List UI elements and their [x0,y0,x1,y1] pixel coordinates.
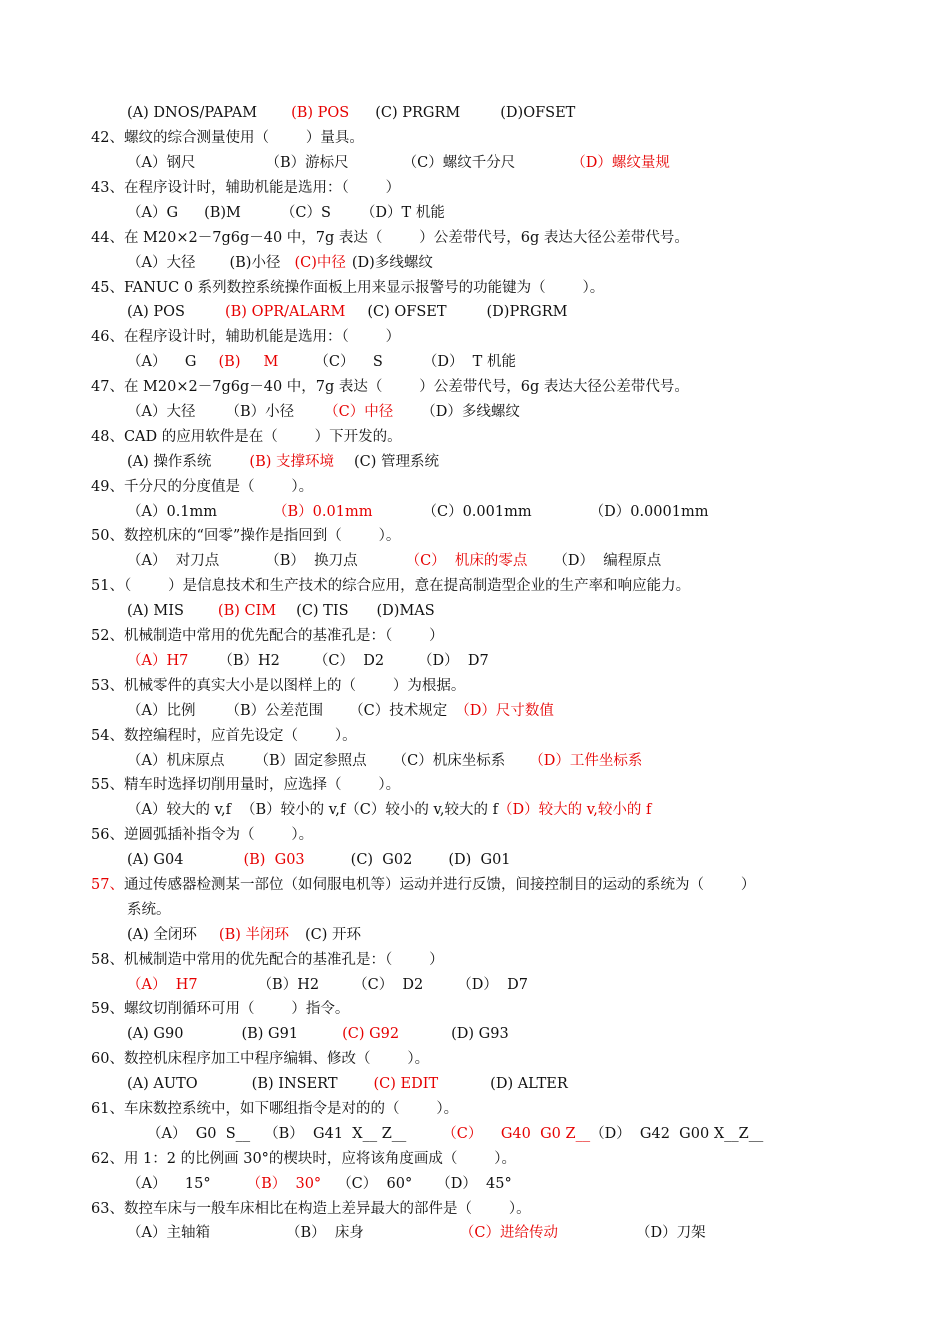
answer-text: (C) G92 [342,1026,400,1042]
question-line [91,327,400,347]
options-line [127,502,708,522]
question-line [91,228,689,248]
question-line [91,676,465,696]
option-text: （B） G41 X__ Z__ [264,1126,407,1142]
option-text: （A） G [127,354,197,370]
question-text: 44、在 M20×2－7g6g－40 中，7g 表达（ ）公差带代号，6g 表达大径公差带代号。 [91,230,689,246]
option-text: (D)多线螺纹 [351,255,433,271]
option-text: （B）游标尺 [265,155,349,171]
option-text: （A） 15° [127,1176,211,1192]
option-text: （B）固定参照点 [254,753,367,769]
option-text: (B) G91 [241,1026,299,1042]
options-line [127,203,445,223]
question-text: 45、FANUC 0 系列数控系统操作面板上用来显示报警号的功能键为（ ）。 [91,280,605,296]
option-text: （B）公差范围 [225,703,324,719]
question-text: 56、逆圆弧插补指令为（ ）。 [91,827,314,843]
option-text: (B) INSERT [251,1076,338,1092]
answer-text: (B) M [218,354,279,370]
option-text: （B）H2 [218,653,280,669]
option-text: (A) POS [127,304,185,320]
answer-text: （B）0.01mm [273,504,373,520]
question-line [91,427,402,447]
option-text: （B）H2 [257,977,320,993]
option-text: （B）较小的 v,f [241,802,346,818]
options-line [127,1174,512,1194]
answer-text: （B） 30° [246,1176,322,1192]
question-line [91,526,400,546]
option-text: (B)M [204,205,241,221]
options-line [127,1223,706,1243]
option-text: (A) 全闭环 [127,927,197,943]
question-text: 53、机械零件的真实大小是以图样上的（ ）为根据。 [91,678,466,694]
question-text: 62、用 1：2 的比例画 30°的楔块时，应将该角度画成（ ）。 [91,1151,517,1167]
options-line [127,1074,568,1094]
question-text: 通过传感器检测某一部位（如伺服电机等）运动并进行反馈，间接控制目的运动的系统为（ ） [123,877,756,893]
question-line [91,576,690,596]
answer-text: （C） 机床的零点 [405,553,528,569]
option-text: （D）刀架 [635,1225,706,1241]
answer-text: 57、 [91,877,124,893]
option-text: （D）T 机能 [360,205,445,221]
question-line [91,1149,516,1169]
options-line [127,601,435,621]
option-text: （A）钢尺 [127,155,196,171]
option-text: （C）机床坐标系 [392,753,506,769]
option-text: （D） T 机能 [422,354,516,370]
question-text: 46、在程序设计时，辅助机能是选用：（ ） [91,329,401,345]
option-text: (D) G01 [448,852,511,868]
option-text: （A）0.1mm [127,504,218,520]
question-text: 59、螺纹切削循环可用（ ）指令。 [91,1001,350,1017]
option-text: (A) AUTO [127,1076,198,1092]
options-line [127,352,516,372]
option-text: (D)MAS [376,603,435,619]
option-text: （A）大径 [127,255,196,271]
option-text: （C）较小的 v,较大的 f [345,802,499,818]
option-text: （A）机床原点 [127,753,225,769]
answer-text: （A）H7 [127,653,189,669]
option-text: （C）0.001mm [422,504,532,520]
question-text: 50、数控机床的“回零”操作是指回到（ ）。 [91,528,401,544]
options-line [127,900,171,920]
option-text: (A) G90 [127,1026,184,1042]
question-line [91,775,400,795]
question-text: 60、数控机床程序加工中程序编辑、修改（ ）。 [91,1051,430,1067]
option-text: （C） D2 [313,653,385,669]
option-text: (A) 操作系统 [127,454,212,470]
option-text: (C) G02 [350,852,413,868]
question-text: 51、（ ）是信息技术和生产技术的综合应用，意在提高制造型企业的生产率和响应能力。 [91,578,691,594]
question-line [91,999,349,1019]
option-text: （A）G [127,205,179,221]
answer-text: （D）尺寸数值 [455,703,554,719]
option-text: （C） 60° [337,1176,413,1192]
option-text: （D） D7 [457,977,528,993]
options-line [127,850,511,870]
answer-text: (B) G03 [243,852,305,868]
question-text: 52、机械制造中常用的优先配合的基准孔是：（ ） [91,628,444,644]
option-text: (D) ALTER [490,1076,568,1092]
question-line [91,377,689,397]
option-text: （D） G42 G00 X__Z__ [590,1126,764,1142]
option-text: (A) MIS [127,603,184,619]
options-line [127,551,661,571]
answer-text: （C）进给传动 [459,1225,558,1241]
option-text: (D)OFSET [500,105,576,121]
answer-text: (C)中径 [294,255,346,271]
answer-text: (B) CIM [217,603,277,619]
option-text: （D）0.0001mm [589,504,709,520]
option-text: (A) G04 [127,852,184,868]
option-text: （C）技术规定 [349,703,448,719]
option-text: （B） 换刀点 [265,553,358,569]
option-text: 系统。 [127,902,171,918]
question-text: 54、数控编程时，应首先设定（ ）。 [91,728,357,744]
option-text: （C） D2 [353,977,424,993]
option-text: （C）螺纹千分尺 [402,155,516,171]
option-text: (D)PRGRM [486,304,568,320]
options-line [127,800,651,820]
answer-text: （D）较大的 v,较小的 f [498,802,652,818]
options-line [127,452,439,472]
question-text: 63、数控车床与一般车床相比在构造上差异最大的部件是（ ）。 [91,1201,531,1217]
option-text: （D） D7 [418,653,489,669]
question-text: 61、车床数控系统中，如下哪组指令是对的的（ ）。 [91,1101,459,1117]
option-text: (B)小径 [229,255,281,271]
options-line [127,975,528,995]
answer-text: (C) EDIT [373,1076,439,1092]
answer-text: （C） G40 G0 Z__ [442,1126,591,1142]
question-text: 42、螺纹的综合测量使用（ ）量具。 [91,130,364,146]
options-line [127,651,489,671]
options-line [127,925,361,945]
option-text: （A）主轴箱 [127,1225,210,1241]
options-line [127,253,433,273]
answer-text: (B) OPR/ALARM [224,304,346,320]
question-line [91,726,357,746]
answer-text: （D）工件坐标系 [529,753,643,769]
options-line [127,153,670,173]
question-line [91,1049,429,1069]
question-line [91,825,313,845]
question-text: 58、机械制造中常用的优先配合的基准孔是：（ ） [91,952,444,968]
question-line [91,477,313,497]
option-text: （A）较大的 v,f [127,802,232,818]
options-line [127,751,642,771]
answer-text: （A） H7 [127,977,198,993]
question-text: 55、精车时选择切削用量时，应选择（ ）。 [91,777,401,793]
option-text: （A） G0 S__ [147,1126,251,1142]
option-text: （D） 45° [436,1176,512,1192]
option-text: （A）比例 [127,703,196,719]
option-text: （A） 对刀点 [127,553,220,569]
question-line [91,626,444,646]
options-line [147,1124,763,1144]
option-text: (C) 管理系统 [354,454,440,470]
option-text: (C) TIS [296,603,349,619]
answer-text: (B) 支撑环境 [249,454,334,470]
option-text: (C) OFSET [367,304,447,320]
question-text: 47、在 M20×2－7g6g－40 中，7g 表达（ ）公差带代号，6g 表达大径公差带代号。 [91,379,689,395]
question-line [91,1099,458,1119]
options-line [127,1024,509,1044]
options-line [127,103,575,123]
question-text: 48、CAD 的应用软件是在（ ）下开发的。 [91,429,402,445]
option-text: （A）大径 [127,404,196,420]
question-line [91,875,755,895]
answer-text: （D）螺纹量规 [571,155,670,171]
option-text: （D） 编程原点 [553,553,662,569]
answer-text: (B) 半闭环 [218,927,289,943]
option-text: （B）小径 [225,404,295,420]
question-line [91,278,604,298]
question-line [91,950,444,970]
options-line [127,302,567,322]
option-text: (C) PRGRM [375,105,461,121]
question-line [91,178,400,198]
question-line [91,1199,531,1219]
options-line [127,402,520,422]
option-text: （C）S [280,205,331,221]
option-text: （B） 床身 [285,1225,364,1241]
answer-text: （C）中径 [324,404,394,420]
option-text: (A) DNOS/PAPAM [127,105,258,121]
question-line [91,128,364,148]
answer-text: (B) POS [291,105,350,121]
question-text: 43、在程序设计时，辅助机能是选用：（ ） [91,180,401,196]
option-text: （D）多线螺纹 [421,404,520,420]
option-text: (C) 开环 [305,927,362,943]
option-text: (D) G93 [451,1026,509,1042]
option-text: （C） S [314,354,383,370]
question-text: 49、千分尺的分度值是（ ）。 [91,479,314,495]
options-line [127,701,554,721]
